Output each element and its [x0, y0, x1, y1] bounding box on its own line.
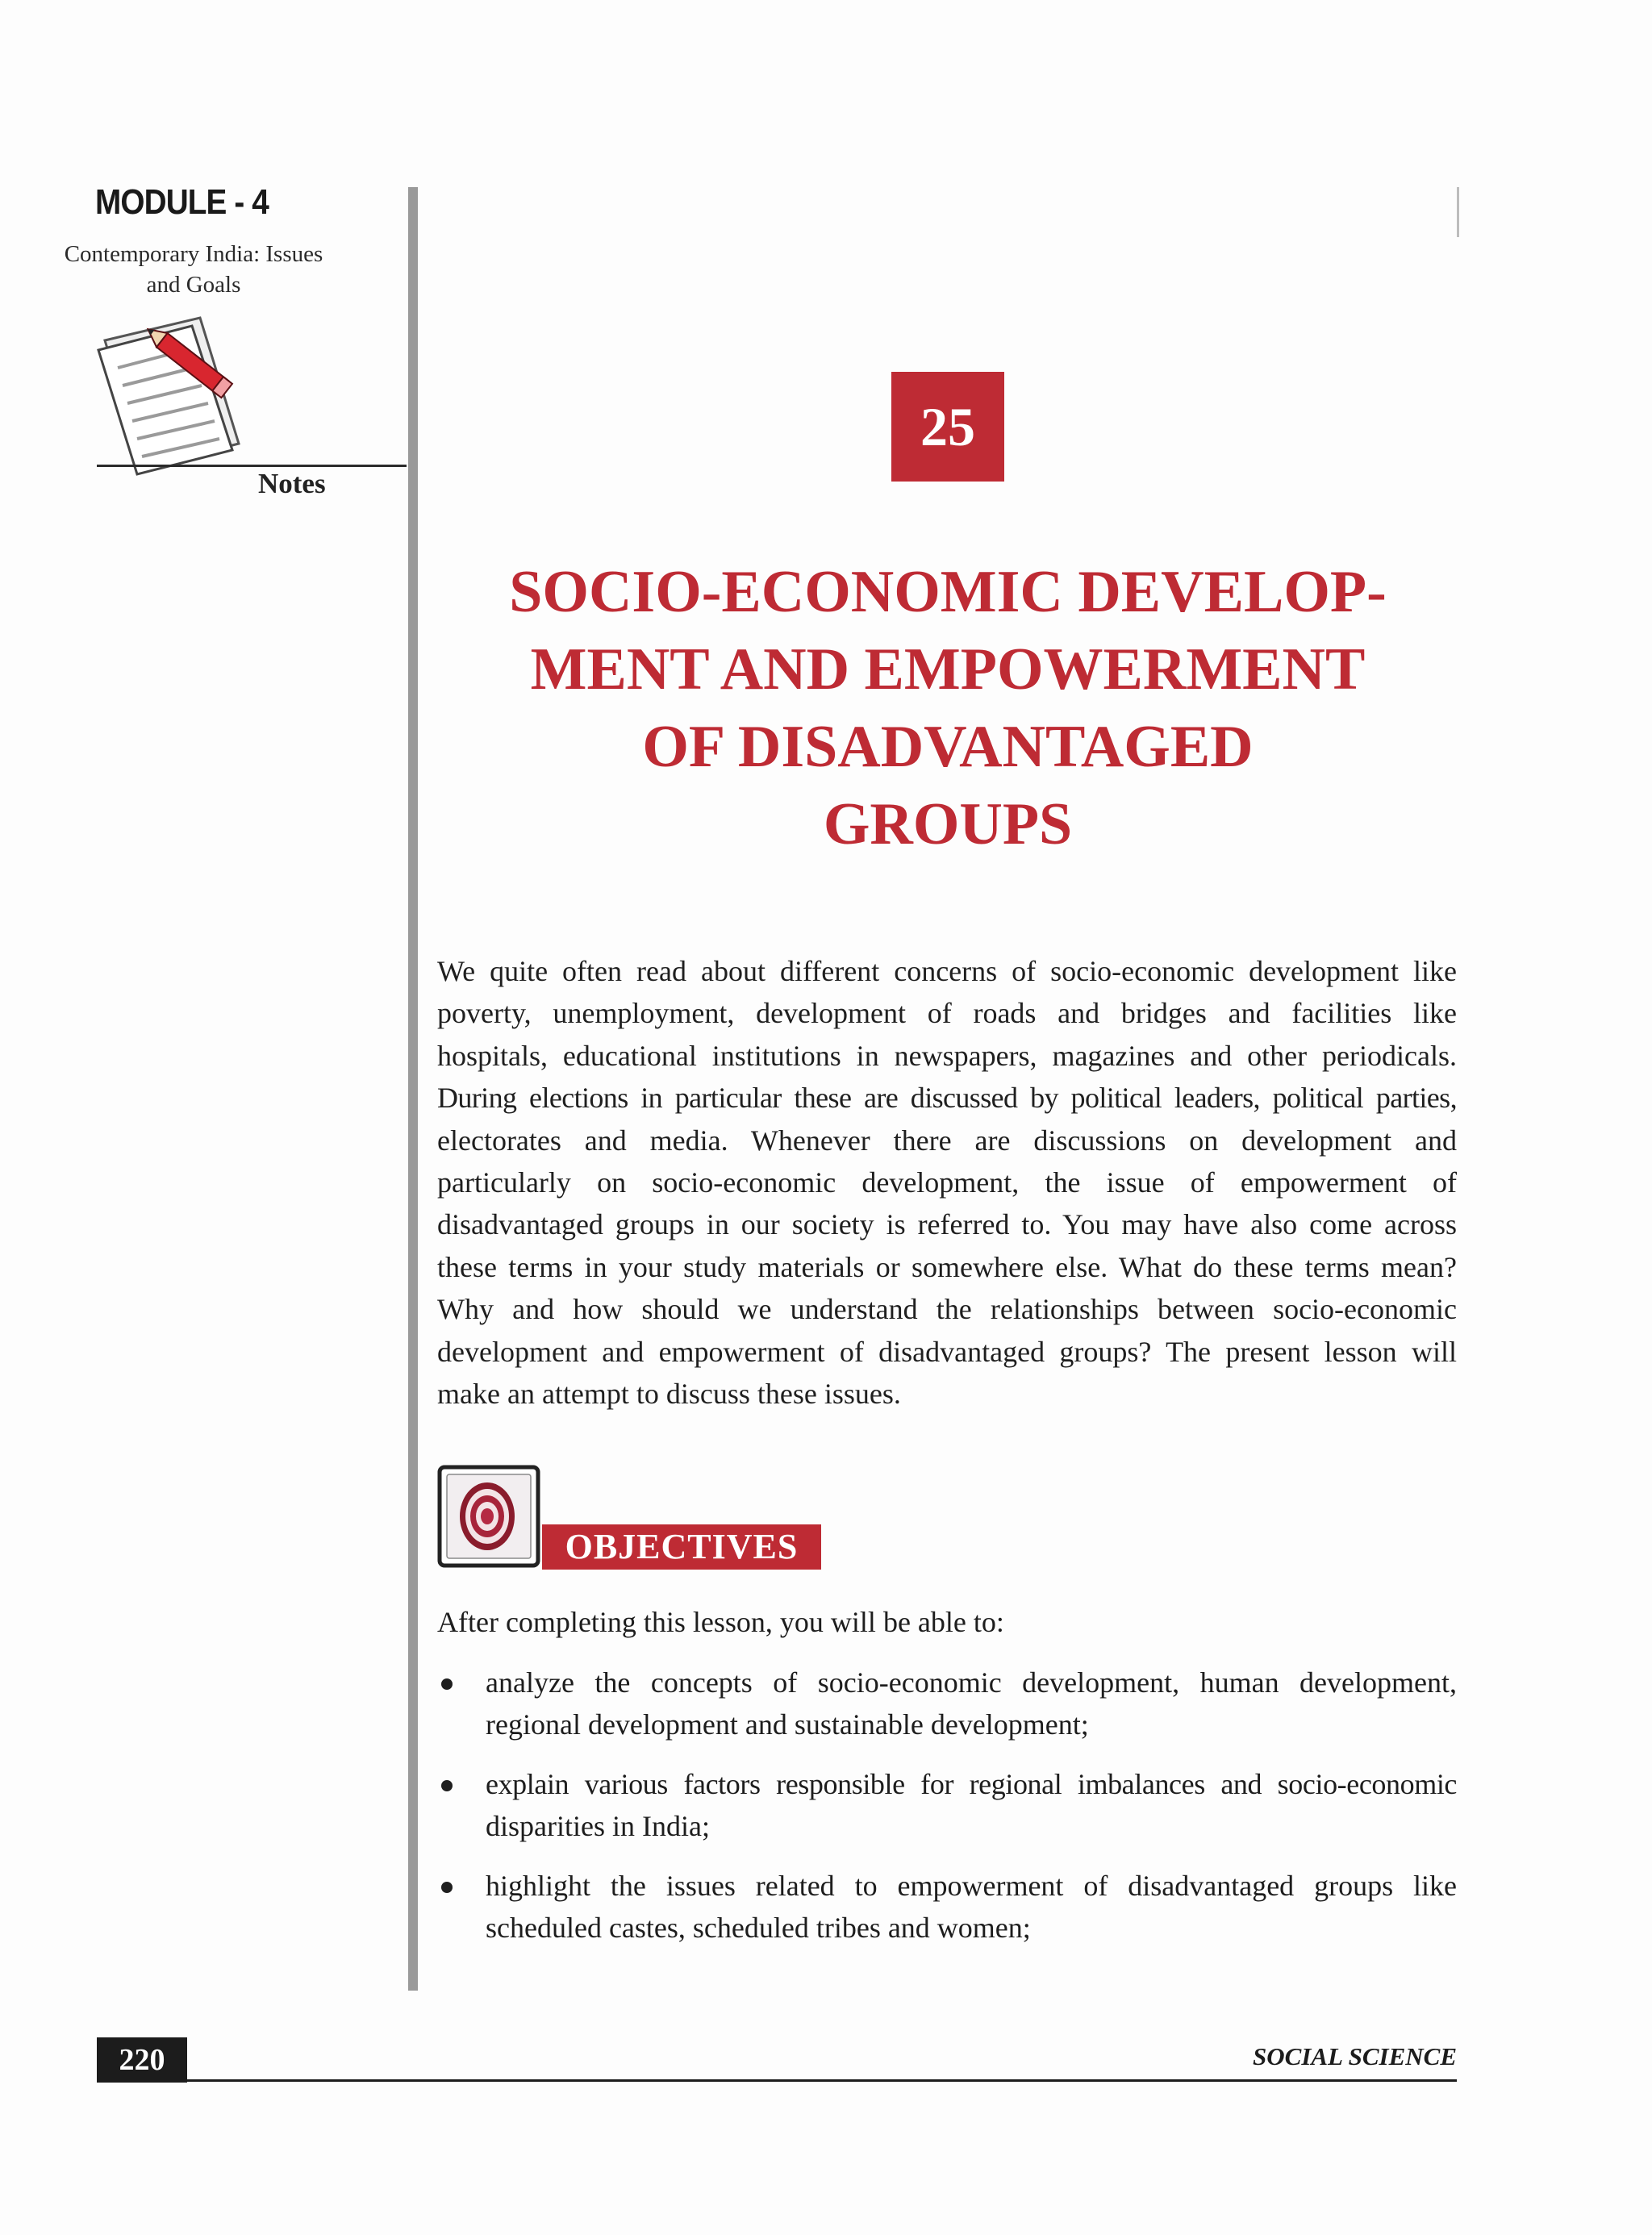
objectives-intro: After completing this lesson, you will be able to: — [437, 1606, 1004, 1638]
margin-vertical-bar — [408, 187, 418, 1991]
objective-line: disparities in India; — [486, 1810, 710, 1842]
target-icon — [437, 1465, 540, 1568]
page-number: 220 — [97, 2037, 187, 2083]
chapter-title-line: GROUPS — [823, 791, 1073, 857]
module-subtitle-line-1: Contemporary India: Issues — [64, 241, 323, 267]
list-item — [437, 1763, 1457, 1847]
intro-line: disadvantaged groups in our society is referred to. You may have also come across — [437, 1208, 1457, 1241]
module-subtitle — [40, 239, 347, 300]
intro-line: electorates and media. Whenever there are discussions on development and — [437, 1124, 1457, 1157]
intro-line: particularly on socio-economic development, the issue of empowerment of — [437, 1166, 1457, 1199]
intro-paragraph — [437, 950, 1457, 1415]
bullet-icon — [441, 1678, 453, 1690]
intro-line: make an attempt to discuss these issues. — [437, 1378, 901, 1411]
footer-subject: SOCIAL SCIENCE — [1253, 2042, 1457, 2070]
objective-line: regional development and sustainable development; — [486, 1708, 1089, 1741]
intro-line: these terms in your study materials or somewhere else. What do these terms mean? — [437, 1250, 1457, 1283]
intro-line: During elections in particular these are discussed by political leaders, political parties, — [437, 1082, 1457, 1115]
objective-line: scheduled castes, scheduled tribes and women; — [486, 1912, 1031, 1944]
objective-line: explain various factors responsible for regional imbalances and socio-economic — [486, 1768, 1457, 1800]
intro-line: poverty, unemployment, development of roads and bridges and facilities like — [437, 997, 1457, 1030]
objective-line: highlight the issues related to empowerment of disadvantaged groups like — [486, 1870, 1457, 1902]
objective-line: analyze the concepts of socio-economic development, human development, — [486, 1666, 1457, 1699]
chapter-title-line: SOCIO-ECONOMIC DEVELOP- — [509, 559, 1387, 625]
module-label: MODULE - 4 — [95, 182, 269, 222]
notes-divider — [97, 465, 407, 467]
intro-line: We quite often read about different concerns of socio-economic development like — [437, 955, 1457, 987]
list-item — [437, 1662, 1457, 1745]
chapter-title-line: MENT AND EMPOWERMENT — [530, 636, 1366, 703]
objectives-heading: OBJECTIVES — [542, 1524, 821, 1570]
notepad-pencil-icon — [95, 308, 257, 486]
chapter-title — [436, 553, 1460, 863]
notes-label: Notes — [258, 468, 326, 499]
top-right-tick-mark — [1457, 187, 1459, 237]
objectives-list — [437, 1662, 1457, 1966]
intro-line: hospitals, educational institutions in newspapers, magazines and other periodicals. — [437, 1039, 1457, 1072]
module-subtitle-line-2: and Goals — [146, 272, 241, 298]
intro-line: development and empowerment of disadvantaged groups? The present lesson will — [437, 1335, 1457, 1368]
intro-line: Why and how should we understand the relationships between socio-economic — [437, 1293, 1457, 1326]
bullet-icon — [441, 1882, 453, 1893]
chapter-title-line: OF DISADVANTAGED — [642, 714, 1254, 780]
list-item — [437, 1865, 1457, 1949]
footer-rule — [97, 2079, 1457, 2082]
bullet-icon — [441, 1780, 453, 1791]
chapter-number-badge: 25 — [891, 372, 1004, 482]
